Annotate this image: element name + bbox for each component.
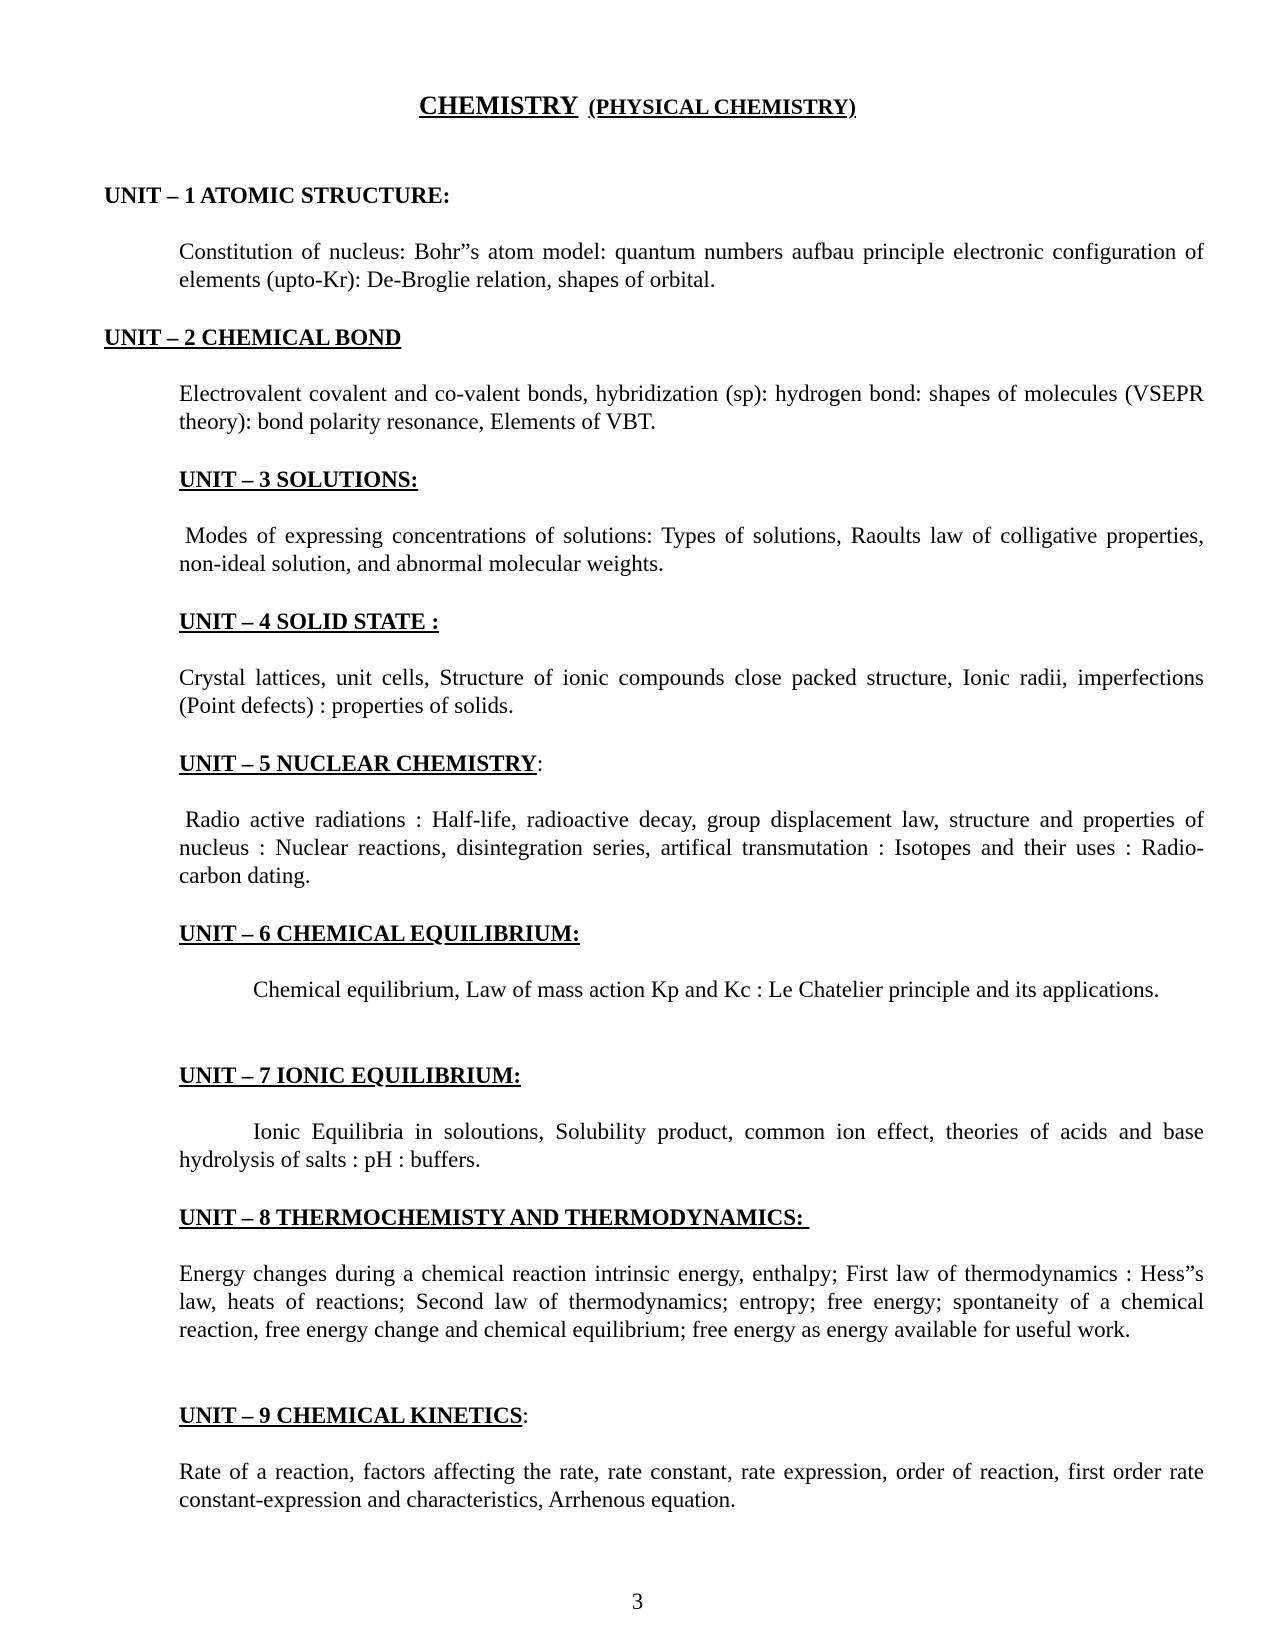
- unit-5-body: Radio active radiations : Half-life, radioactive decay, group displacement law, structure and properties of nucleus : Nuclear reactions, disintegration series, artifical transmutation : Isotopes and their uses : Radio-carbon dating.: [179, 807, 1204, 888]
- unit-8-body: Energy changes during a chemical reaction intrinsic energy, enthalpy; First law of thermodynamics : Hess”s law, heats of reactions; Second law of thermodynamics; entropy; free energy; spontaneity of a chemical reaction, free energy change and chemical equilibrium; free energy as energy available for useful work.: [179, 1261, 1204, 1342]
- title-sub: (PHYSICAL CHEMISTRY): [588, 94, 856, 119]
- unit-9-heading-line: [179, 1402, 529, 1430]
- unit-6-body: Chemical equilibrium, Law of mass action Kp and Kc : Le Chatelier principle and its applications.: [253, 977, 1160, 1002]
- unit-1-heading: UNIT – 1 ATOMIC STRUCTURE:: [104, 183, 451, 208]
- unit-9-heading: UNIT – 9 CHEMICAL KINETICS: [179, 1403, 523, 1428]
- unit-2-heading: UNIT – 2 CHEMICAL BOND: [104, 325, 402, 350]
- unit-4-heading: UNIT – 4 SOLID STATE :: [179, 609, 440, 634]
- unit-1-body: Constitution of nucleus: Bohr”s atom model: quantum numbers aufbau principle electronic configuration of elements (upto-Kr): De-Broglie relation, shapes of orbital.: [179, 239, 1204, 292]
- unit-5-heading-colon: :: [536, 751, 544, 776]
- page-title: [0, 92, 1275, 121]
- unit-5-heading: UNIT – 5 NUCLEAR CHEMISTRY: [179, 751, 537, 776]
- title-main: CHEMISTRY: [419, 91, 579, 120]
- unit-8-heading: UNIT – 8 THERMOCHEMISTY AND THERMODYNAMICS:: [179, 1205, 810, 1230]
- unit-7-heading: UNIT – 7 IONIC EQUILIBRIUM:: [179, 1063, 522, 1088]
- unit-2-body: Electrovalent covalent and co-valent bonds, hybridization (sp): hydrogen bond: shapes of molecules (VSEPR theory): bond polarity resonance, Elements of VBT.: [179, 381, 1204, 434]
- unit-7-body: Ionic Equilibria in soloutions, Solubility product, common ion effect, theories of acids and base hydrolysis of salts : pH : buffers.: [179, 1119, 1204, 1172]
- unit-4-body: Crystal lattices, unit cells, Structure of ionic compounds close packed structure, Ionic radii, imperfections (Point defects) : properties of solids.: [179, 665, 1204, 718]
- page-number: 3: [631, 1589, 644, 1614]
- unit-9-body: Rate of a reaction, factors affecting the rate, rate constant, rate expression, order of reaction, first order rate constant-expression and characteristics, Arrhenous equation.: [179, 1459, 1204, 1512]
- unit-6-heading: UNIT – 6 CHEMICAL EQUILIBRIUM:: [179, 921, 580, 946]
- unit-3-body: Modes of expressing concentrations of solutions: Types of solutions, Raoults law of colligative properties, non-ideal solution, and abnormal molecular weights.: [179, 523, 1204, 576]
- unit-5-heading-line: [179, 750, 543, 778]
- unit-9-heading-colon: :: [522, 1403, 529, 1428]
- unit-3-heading: UNIT – 3 SOLUTIONS:: [179, 467, 419, 492]
